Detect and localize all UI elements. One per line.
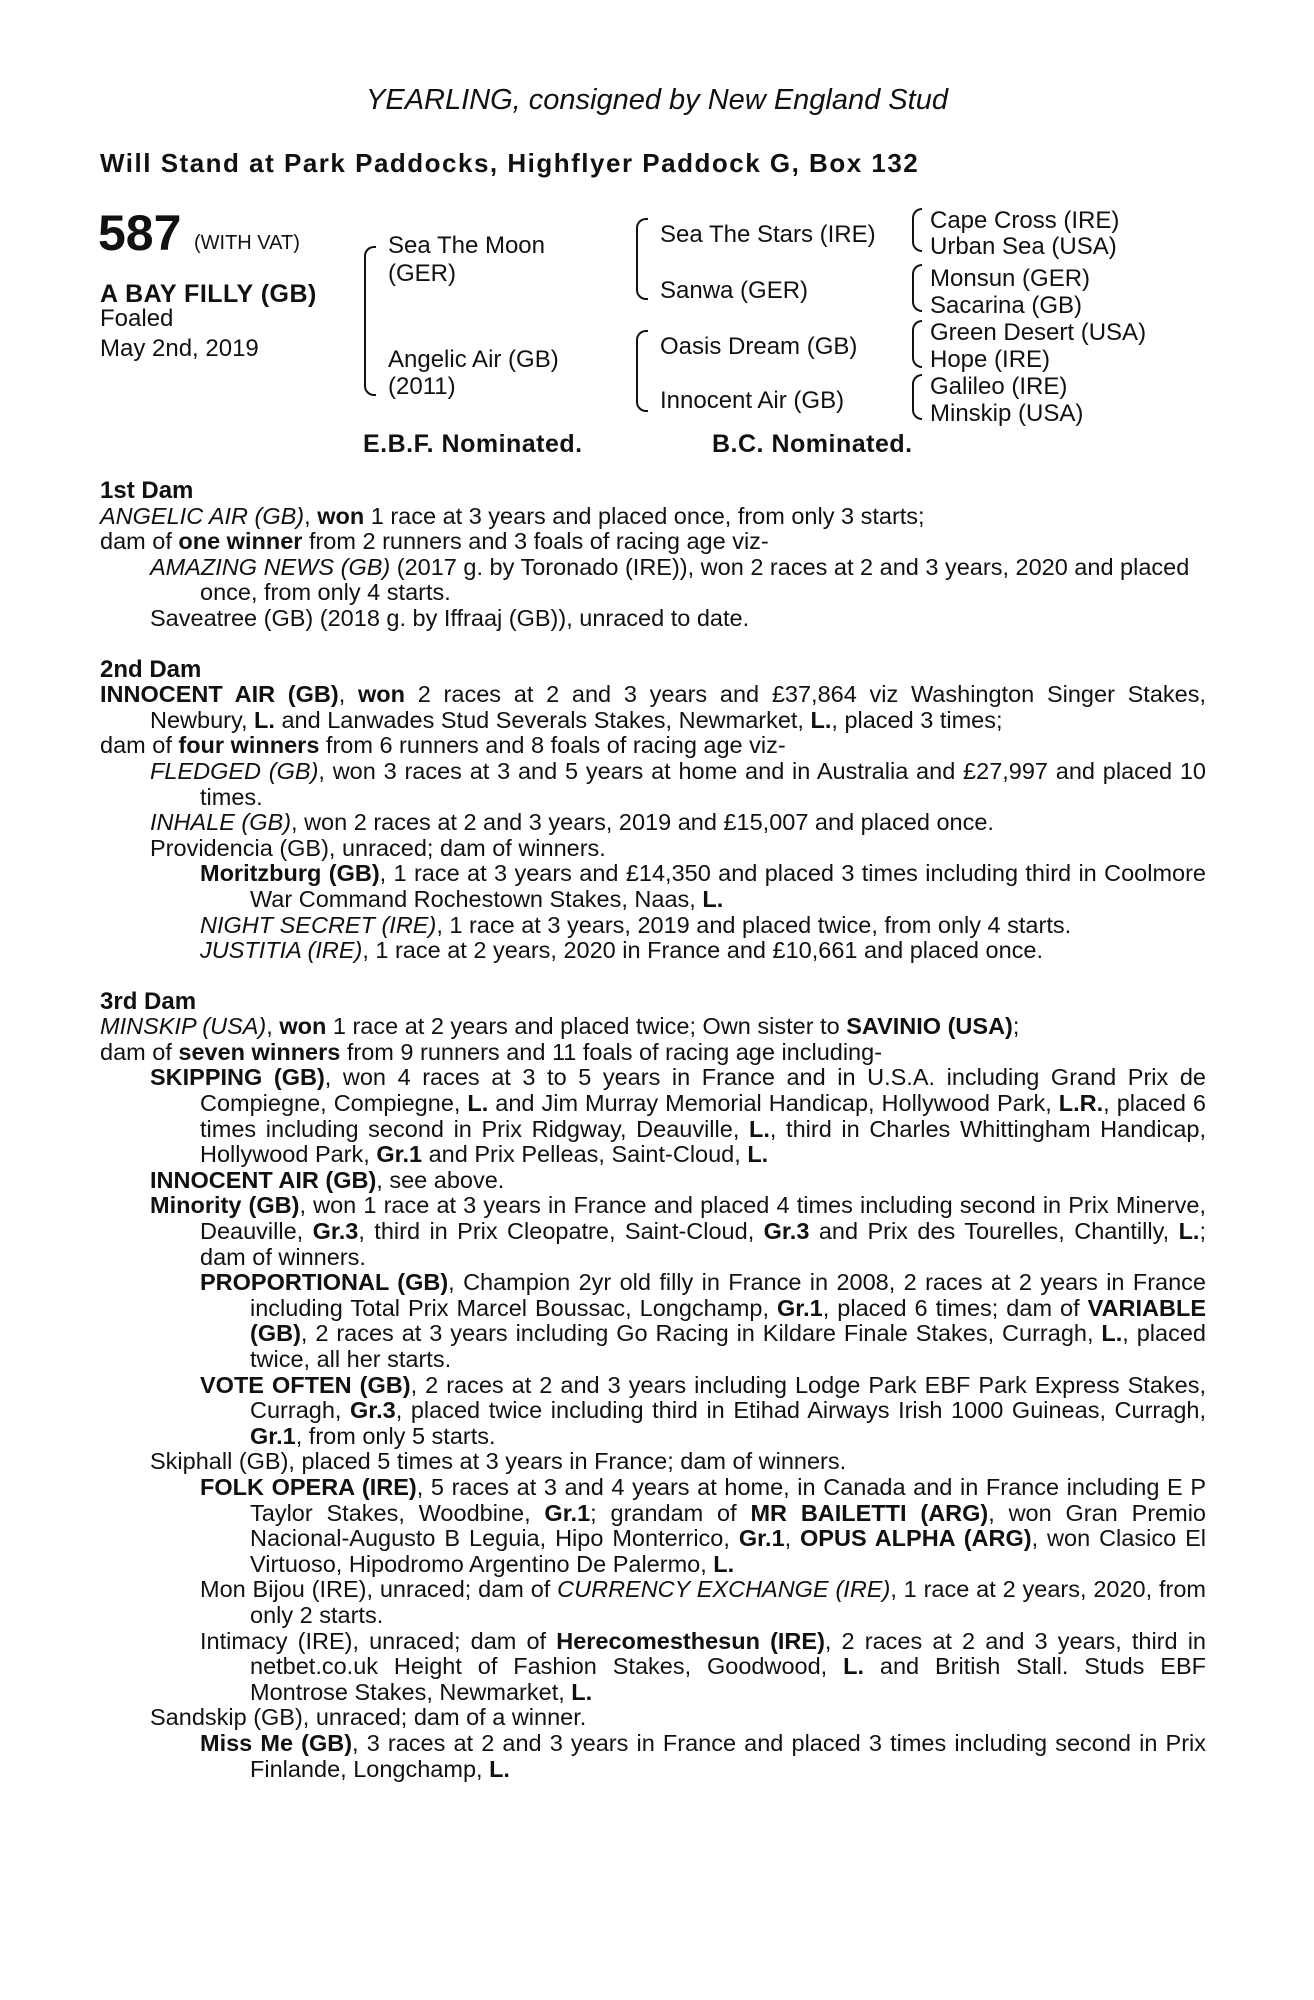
pedigree-ssd: Urban Sea (USA) (930, 233, 1117, 260)
pedigree-sire: Sea The Moon (388, 232, 545, 259)
consignor-line: YEARLING, consigned by New England Stud (366, 84, 948, 116)
pedigree-brace-dam (636, 330, 648, 412)
grand-produce-entry: JUSTITIA (IRE), 1 race at 2 years, 2020 in France and £10,661 and placed once. (200, 937, 1043, 964)
second-dam-name: INNOCENT AIR (GB) (100, 681, 339, 708)
bc-nominated: B.C. Nominated. (712, 430, 913, 458)
foaled-date: May 2nd, 2019 (100, 335, 259, 362)
foaled-label: Foaled (100, 305, 174, 332)
pedigree-dss: Green Desert (USA) (930, 319, 1147, 346)
third-dam-name: MINSKIP (USA) (100, 1013, 267, 1040)
lot-description: A BAY FILLY (GB) (100, 280, 317, 308)
produce-entry: AMAZING NEWS (GB) (2017 g. by Toronado (IRE)), won 2 races at 2 and 3 years, 2020 and placed once, from only 4 starts. (150, 553, 1190, 606)
pedigree-dam-dam: Innocent Air (GB) (660, 387, 845, 414)
pedigree-ddd: Minskip (USA) (930, 400, 1084, 427)
produce-entry: INHALE (GB), won 2 races at 2 and 3 years, 2019 and £15,007 and placed once. (150, 809, 994, 836)
grand-produce-entry: NIGHT SECRET (IRE), 1 race at 3 years, 2019 and placed twice, from only 4 starts. (200, 911, 1072, 938)
vat-label: (WITH VAT) (194, 232, 300, 254)
grand-produce-entry: VOTE OFTEN (GB), 2 races at 2 and 3 years including Lodge Park EBF Park Express Stakes, Curragh, Gr.3, placed twice including third in Etihad Airways Irish 1000 Guineas, Curragh, Gr.1, from only 5 starts. (200, 1371, 1207, 1449)
produce-entry: FLEDGED (GB), won 3 races at 3 and 5 years at home and in Australia and £27,997 and placed 10 times. (150, 757, 1206, 810)
first-dam-name: ANGELIC AIR (GB) (100, 502, 305, 529)
pedigree-sdd: Sacarina (GB) (930, 292, 1083, 319)
second-dam-section (100, 657, 1206, 964)
pedigree-dam-year: (2011) (388, 373, 456, 400)
grand-produce-entry: FOLK OPERA (IRE), 5 races at 3 and 4 years at home, in Canada and in France including E P Taylor Stakes, Woodbine, Gr.1; grandam of MR BAILETTI (ARG), won Gran Premio Nacional-Augusto B Leguia, Hipo Monterrico, Gr.1, OPUS ALPHA (ARG), won Clasico El Virtuoso, Hipodromo Argentino De Palermo, L. (200, 1473, 1206, 1577)
pedigree-dam: Angelic Air (GB) (388, 346, 559, 373)
pedigree-sire-country: (GER) (388, 260, 456, 287)
produce-entry: Minority (GB), won 1 race at 3 years in France and placed 4 times including second in Prix Minerve, Deauville, Gr.3, third in Prix Cleopatre, Saint-Cloud, Gr.3 and Prix des Tourelles, Chantilly, L.; dam of winners. (150, 1192, 1206, 1270)
grand-produce-entry: Mon Bijou (IRE), unraced; dam of CURRENCY EXCHANGE (IRE), 1 race at 2 years, 2020, from only 2 starts. (200, 1576, 1206, 1628)
second-dam-record: INNOCENT AIR (GB), won 2 races at 2 and 3 years and £37,864 viz Washington Singer Stakes, Newbury, L. and Lanwades Stud Severals Stakes, Newmarket, L., placed 3 times; (100, 681, 1207, 733)
pedigree-sire-dam: Sanwa (GER) (660, 277, 809, 304)
first-dam-section (100, 478, 1206, 632)
pedigree-dam-sire: Oasis Dream (GB) (660, 333, 858, 360)
pedigree-sds: Monsun (GER) (930, 265, 1091, 292)
third-dam-section (100, 989, 1206, 1782)
pedigree-brace-sire (636, 218, 648, 300)
lot-number: 587 (98, 205, 182, 261)
produce-entry: Providencia (GB), unraced; dam of winners. (150, 834, 606, 861)
pedigree-dds: Galileo (IRE) (930, 373, 1068, 400)
pedigree-brace-sd (912, 264, 922, 312)
grand-produce-entry: PROPORTIONAL (GB), Champion 2yr old filly in France in 2008, 2 races at 2 years in France including Total Prix Marcel Boussac, Longchamp, Gr.1, placed 6 times; dam of VARIABLE (GB), 2 races at 3 years including Go Racing in Kildare Finale Stakes, Curragh, L., placed twice, all her starts. (200, 1269, 1207, 1372)
produce-entry: SKIPPING (GB), won 4 races at 3 to 5 years in France and in U.S.A. including Grand Prix de Compiegne, Compiegne, L. and Jim Murray Memorial Handicap, Hollywood Park, L.R., placed 6 times including second in Prix Ridgway, Deauville, L., third in Charles Whittingham Handicap, Hollywood Park, Gr.1 and Prix Pelleas, Saint-Cloud, L. (150, 1064, 1206, 1168)
stand-location: Will Stand at Park Paddocks, Highflyer Paddock G, Box 132 (100, 148, 920, 178)
third-dam-record: MINSKIP (USA), won 1 race at 2 years and placed twice; Own sister to SAVINIO (USA); (100, 1013, 1020, 1040)
produce-entry: Skiphall (GB), placed 5 times at 3 years in France; dam of winners. (150, 1448, 847, 1475)
third-dam-produce: dam of seven winners from 9 runners and 11 foals of racing age including- (100, 1038, 883, 1065)
produce-entry: Sandskip (GB), unraced; dam of a winner. (150, 1704, 587, 1731)
grand-produce-entry: Miss Me (GB), 3 races at 2 and 3 years in France and placed 3 times including second in Prix Finlande, Longchamp, L. (200, 1729, 1206, 1782)
pedigree-brace-ss (912, 208, 922, 252)
first-dam-produce: dam of one winner from 2 runners and 3 foals of racing age viz- (100, 528, 769, 555)
pedigree-brace-main (364, 246, 376, 396)
first-dam-record: ANGELIC AIR (GB), won 1 race at 3 years and placed once, from only 3 starts; (100, 502, 925, 529)
second-dam-heading: 2nd Dam (100, 655, 202, 683)
grand-produce-entry: Intimacy (IRE), unraced; dam of Herecomesthesun (IRE), 2 races at 2 and 3 years, third in netbet.co.uk Height of Fashion Stakes, Goodwood, L. and British Stall. Studs EBF Montrose Stakes, Newmarket, L. (200, 1627, 1206, 1705)
grand-produce-entry: Moritzburg (GB), 1 race at 3 years and £14,350 and placed 3 times including third in Coolmore War Command Rochestown Stakes, Naas, L. (200, 860, 1206, 912)
pedigree-brace-dd (912, 374, 922, 420)
produce-entry: Saveatree (GB) (2018 g. by Iffraaj (GB)), unraced to date. (150, 604, 750, 631)
pedigree-brace-ds (912, 320, 922, 368)
pedigree-dsd: Hope (IRE) (930, 346, 1051, 373)
pedigree-sss: Cape Cross (IRE) (930, 207, 1120, 234)
ebf-nominated: E.B.F. Nominated. (363, 430, 583, 458)
third-dam-heading: 3rd Dam (100, 987, 197, 1015)
produce-entry: INNOCENT AIR (GB), see above. (150, 1166, 505, 1193)
first-dam-heading: 1st Dam (100, 477, 194, 504)
catalogue-body (100, 478, 1206, 1782)
pedigree-sire-sire: Sea The Stars (IRE) (660, 221, 876, 248)
second-dam-produce: dam of four winners from 6 runners and 8 foals of racing age viz- (100, 732, 786, 759)
